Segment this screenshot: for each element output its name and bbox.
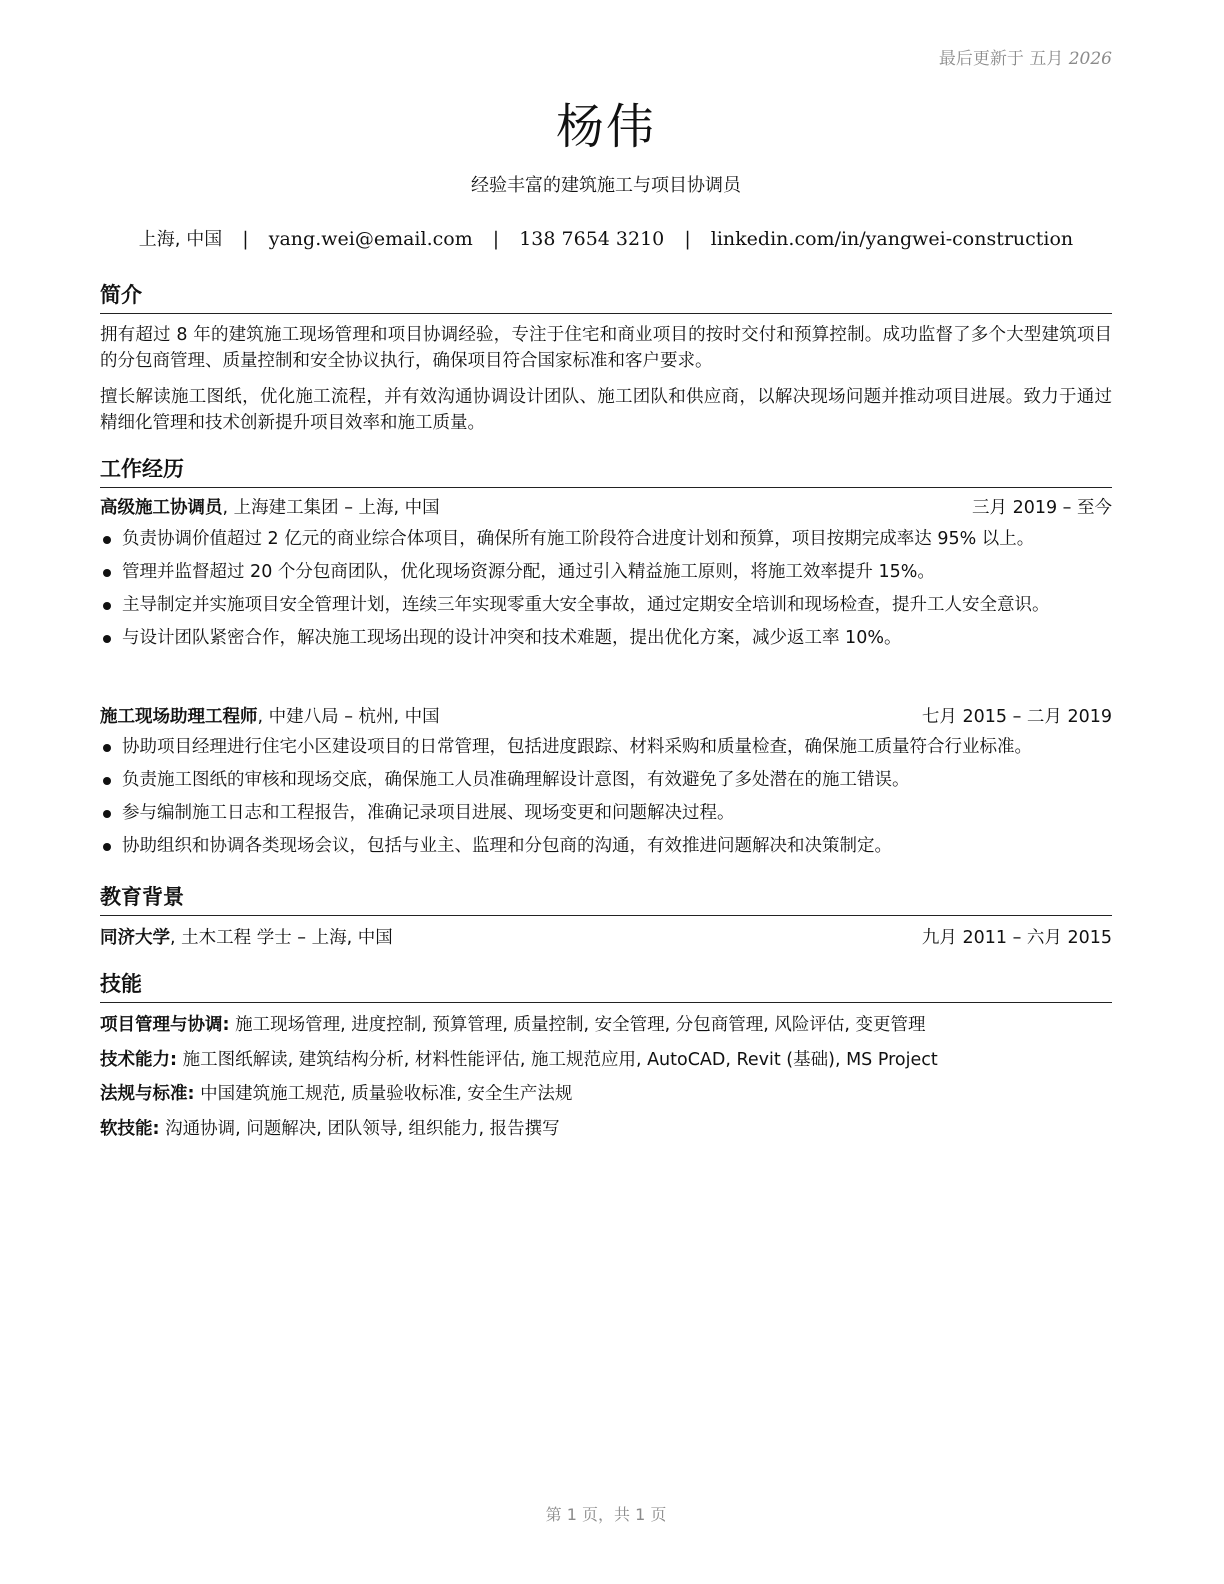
contact-phone[interactable]: 138 7654 3210	[519, 228, 665, 250]
skill-value: 沟通协调, 问题解决, 团队领导, 组织能力, 报告撰写	[165, 1119, 560, 1139]
skill-line	[100, 1117, 1112, 1141]
job-bullets	[100, 527, 1112, 659]
education-entry	[100, 926, 1112, 950]
summary-paragraph-2: 擅长解读施工图纸，优化施工流程，并有效沟通协调设计团队、施工团队和供应商，以解决现场问题并推动项目进展。致力于通过精细化管理和技术创新提升项目效率和施工质量。	[100, 387, 1112, 433]
contact-separator: |	[684, 228, 691, 250]
job-role: 高级施工协调员	[100, 498, 223, 518]
last-updated	[939, 44, 1112, 69]
job-dates: 三月 2019 – 至今	[972, 498, 1112, 518]
contact-separator: |	[242, 228, 249, 250]
job-bullet: 负责协调价值超过 2 亿元的商业综合体项目，确保所有施工阶段符合进度计划和预算，项目按期完成率达 95% 以上。	[100, 527, 1112, 552]
job-bullet: 与设计团队紧密合作，解决施工现场出现的设计冲突和技术难题，提出优化方案，减少返工率 10%。	[100, 626, 1112, 651]
education-degree-location: , 土木工程 学士 – 上海, 中国	[170, 928, 393, 948]
job-bullet: 协助组织和协调各类现场会议，包括与业主、监理和分包商的沟通，有效推进问题解决和决策制定。	[100, 834, 1112, 859]
job-bullets	[100, 735, 1112, 867]
skill-value: 施工现场管理, 进度控制, 预算管理, 质量控制, 安全管理, 分包商管理, 风险评估, 变更管理	[235, 1015, 926, 1035]
job-bullet: 主导制定并实施项目安全管理计划，连续三年实现零重大安全事故，通过定期安全培训和现场检查，提升工人安全意识。	[100, 593, 1112, 618]
contact-linkedin[interactable]: linkedin.com/in/yangwei-construction	[710, 228, 1074, 250]
skill-line	[100, 1013, 1112, 1037]
contact-email[interactable]: yang.wei@email.com	[268, 228, 473, 250]
skill-value: 施工图纸解读, 建筑结构分析, 材料性能评估, 施工规范应用, AutoCAD, Revit (基础), MS Project	[182, 1050, 938, 1070]
job-header	[100, 705, 1112, 729]
last-updated-year: 2026	[1068, 49, 1112, 69]
skill-label: 技术能力:	[100, 1050, 177, 1070]
contact-separator: |	[492, 228, 500, 250]
section-title-experience: 工作经历	[100, 453, 1112, 488]
skill-label: 法规与标准:	[100, 1084, 195, 1104]
page-number: 第 1 页，共 1 页	[545, 1505, 667, 1524]
skill-line	[100, 1082, 1112, 1106]
section-title-education: 教育背景	[100, 881, 1112, 916]
skill-label: 软技能:	[100, 1119, 160, 1139]
job-bullet: 负责施工图纸的审核和现场交底，确保施工人员准确理解设计意图，有效避免了多处潜在的施工错误。	[100, 768, 1112, 793]
education-school: 同济大学	[100, 928, 170, 948]
skill-label: 项目管理与协调:	[100, 1015, 230, 1035]
section-title-skills: 技能	[100, 968, 1112, 1003]
job-dates: 七月 2015 – 二月 2019	[921, 707, 1112, 727]
job-role: 施工现场助理工程师	[100, 707, 258, 727]
last-updated-month: 五月	[1029, 49, 1064, 69]
resume-page	[100, 0, 1112, 1584]
candidate-name: 杨伟	[555, 99, 656, 155]
job-bullet: 协助项目经理进行住宅小区建设项目的日常管理，包括进度跟踪、材料采购和质量检查，确保施工质量符合行业标准。	[100, 735, 1112, 760]
skill-line	[100, 1048, 1112, 1072]
candidate-headline: 经验丰富的建筑施工与项目协调员	[471, 175, 741, 196]
job-bullet: 管理并监督超过 20 个分包商团队，优化现场资源分配，通过引入精益施工原则，将施工效率提升 15%。	[100, 560, 1112, 585]
skill-value: 中国建筑施工规范, 质量验收标准, 安全生产法规	[200, 1084, 573, 1104]
job-header	[100, 496, 1112, 520]
section-title-summary: 简介	[100, 279, 1112, 314]
contact-line	[100, 225, 1112, 251]
contact-location: 上海, 中国	[138, 229, 223, 250]
job-company-location: , 中建八局 – 杭州, 中国	[257, 707, 440, 727]
job-company-location: , 上海建工集团 – 上海, 中国	[222, 498, 440, 518]
job-bullet: 参与编制施工日志和工程报告，准确记录项目进展、现场变更和问题解决过程。	[100, 801, 1112, 826]
last-updated-prefix: 最后更新于	[938, 49, 1024, 69]
summary-paragraph-1: 拥有超过 8 年的建筑施工现场管理和项目协调经验，专注于住宅和商业项目的按时交付和预算控制。成功监督了多个大型建筑项目的分包商管理、质量控制和安全协议执行，确保项目符合国家标准和客户要求。	[100, 325, 1112, 371]
education-dates: 九月 2011 – 六月 2015	[921, 928, 1112, 948]
